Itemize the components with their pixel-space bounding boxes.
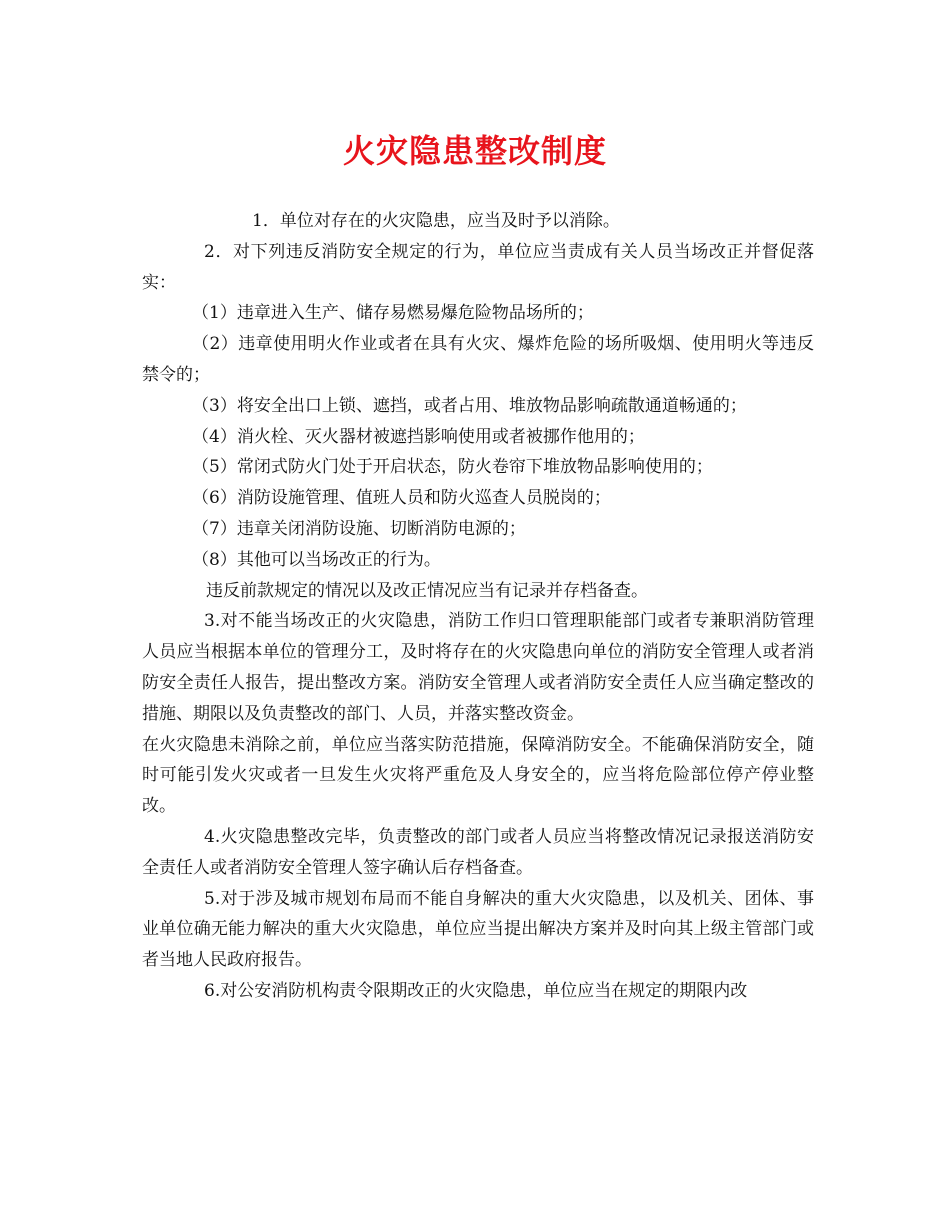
list-item-8: （8）其他可以当场改正的行为。 [192,549,441,570]
paragraph-3-continued: 在火灾隐患未消除之前，单位应当落实防范措施，保障消防安全。不能确保消防安全，随时可能引发火灾或者一旦发生火灾将严重危及人身安全的，应当将危险部位停产停业整改。 [142,734,814,817]
paragraph-6: 6.对公安消防机构责令限期改正的火灾隐患，单位应当在规定的期限内改 [204,980,748,1001]
paragraph-1: 1．单位对存在的火灾隐患，应当及时予以消除。 [252,211,620,231]
paragraph-3: 3.对不能当场改正的火灾隐患，消防工作归口管理职能部门或者专兼职消防管理人员应当根据本单位的管理分工，及时将存在的火灾隐患向单位的消防安全管理人或者消防安全责任人报告，提出整改方案。消防安全管理人或者消防安全责任人应当确定整改的措施、期限以及负责整改的部门、人员，并落实整改资金。 [142,611,814,724]
paragraph-4: 4.火灾隐患整改完毕，负责整改的部门或者人员应当将整改情况记录报送消防安全责任人或者消防安全管理人签字确认后存档备查。 [142,826,814,878]
list-item-6: （6）消防设施管理、值班人员和防火巡查人员脱岗的； [192,488,611,509]
list-item-1: （1）违章进入生产、储存易燃易爆危险物品场所的； [192,303,594,324]
document-title: 火灾隐患整改制度 [342,132,607,170]
document-body [142,206,814,1007]
list-item-5: （5）常闭式防火门处于开启状态，防火卷帘下堆放物品影响使用的； [192,457,713,478]
list-item-3: （3）将安全出口上锁、遮挡，或者占用、堆放物品影响疏散通道畅通的； [192,395,747,416]
paragraph-2: 2．对下列违反消防安全规定的行为，单位应当责成有关人员当场改正并督促落实： [142,241,814,293]
paragraph-record-note: 违反前款规定的情况以及改正情况应当有记录并存档备查。 [206,580,648,601]
list-item-4: （4）消火栓、灭火器材被遮挡影响使用或者被挪作他用的； [192,426,645,447]
list-item-7: （7）违章关闭消防设施、切断消防电源的； [192,518,526,539]
list-item-2: （2）违章使用明火作业或者在具有火灾、爆炸危险的场所吸烟、使用明火等违反禁令的； [142,334,814,385]
paragraph-5: 5.对于涉及城市规划布局而不能自身解决的重大火灾隐患，以及机关、团体、事业单位确无能力解决的重大火灾隐患，单位应当提出解决方案并及时向其上级主管部门或者当地人民政府报告。 [142,888,814,971]
